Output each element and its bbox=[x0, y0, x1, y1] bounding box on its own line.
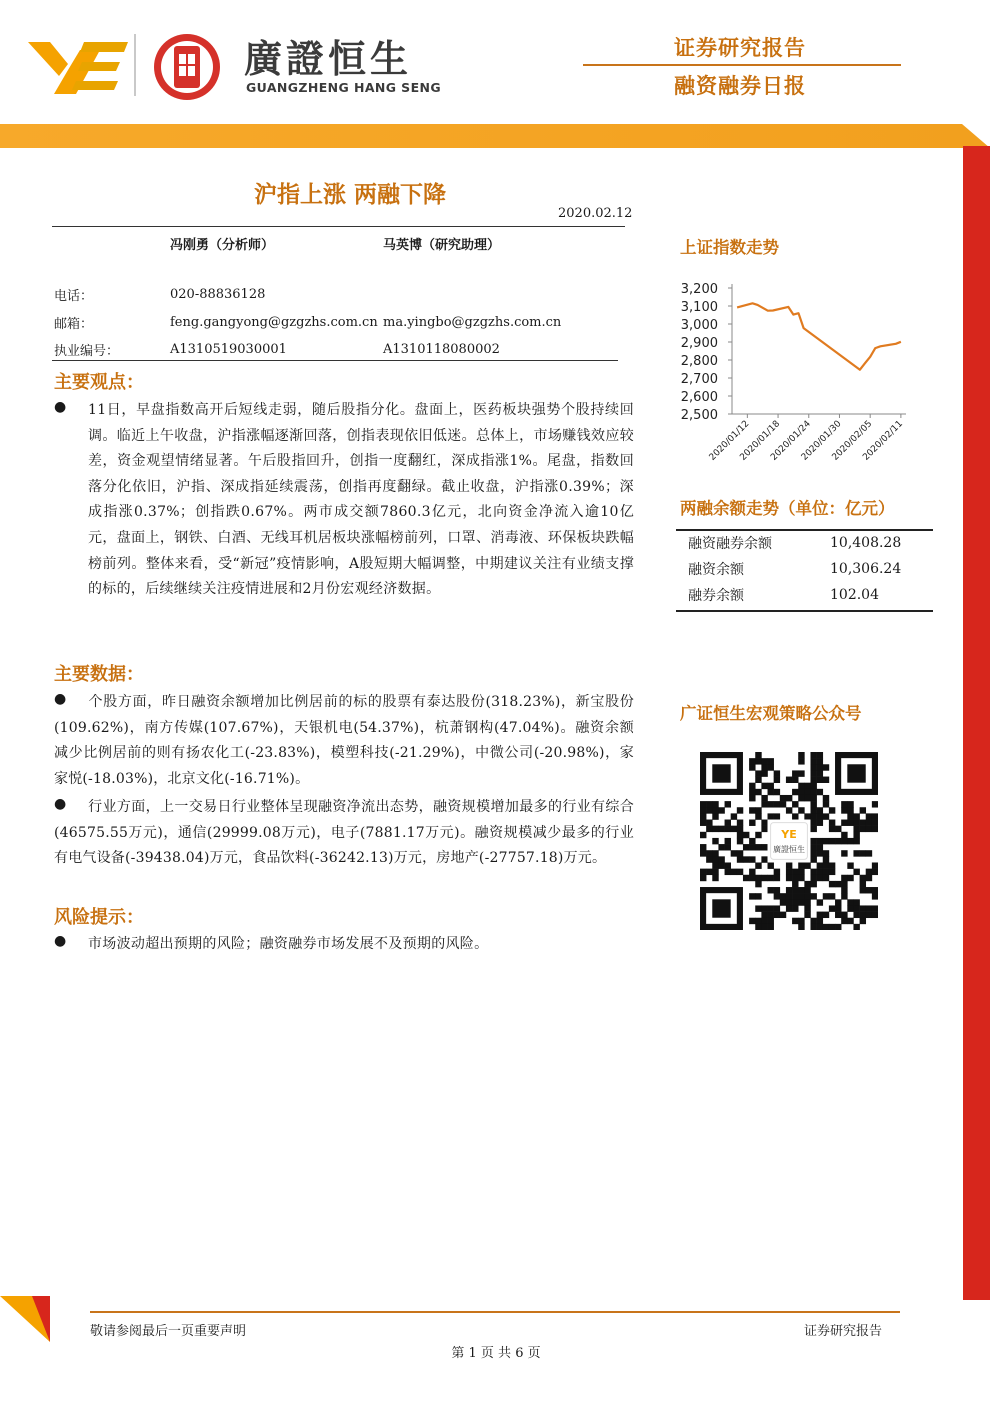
bullet-icon: ● bbox=[54, 399, 67, 415]
y-tick-label: 2,500 bbox=[680, 408, 718, 423]
contact-label-email: 邮箱： bbox=[54, 317, 94, 332]
footer-triangle-icon bbox=[0, 1296, 50, 1342]
balance-heading: 两融余额走势（单位：亿元） bbox=[680, 499, 895, 518]
section-heading-views: 主要观点： bbox=[54, 372, 144, 393]
table-row bbox=[676, 582, 933, 608]
hang-seng-seal-icon bbox=[152, 32, 222, 102]
x-tick-label: 2020/01/24 bbox=[769, 419, 813, 463]
y-tick-label: 2,700 bbox=[680, 372, 718, 387]
contact-phone: 020-88836128 bbox=[170, 287, 266, 302]
header-band bbox=[0, 124, 992, 148]
contact-label-phone: 电话： bbox=[54, 289, 94, 304]
license-assistant: A1310118080002 bbox=[383, 342, 500, 357]
page-title: 沪指上涨 两融下降 bbox=[253, 182, 446, 208]
table-row bbox=[676, 530, 933, 556]
contact-rule bbox=[52, 360, 618, 361]
x-tick-label: 2020/01/30 bbox=[799, 419, 844, 463]
y-tick-label: 2,800 bbox=[680, 354, 718, 369]
table-row bbox=[676, 556, 933, 582]
wechat-qr-code-icon[interactable] bbox=[700, 752, 878, 930]
footer-report-type: 证券研究报告 bbox=[804, 1324, 883, 1339]
header-rule bbox=[583, 64, 901, 66]
qr-badge-text: 廣證恒生 bbox=[773, 845, 805, 854]
company-logo-ye-icon bbox=[28, 36, 128, 94]
data-paragraph-stocks-text: 个股方面，昨日融资余额增加比例居前的标的股票有泰达股份(318.23%)，新宝股份(109.62%)，南方传媒(107.67%)，天银机电(54.37%)，杭萧钢构(47.04%)。融资余额减少比例居前的则有扬农化工(-23.83%)，模塑科技(-21.29%)，中微公司(-20.98%)，家家悦(-18.03%)，北京文化(-16.71%)。 bbox=[54, 694, 634, 787]
sse-index-chart bbox=[676, 276, 916, 476]
title-rule bbox=[52, 226, 625, 227]
company-name-cn: 廣證恒生 bbox=[244, 37, 413, 81]
x-tick-label: 2020/01/18 bbox=[738, 419, 783, 463]
qr-badge-logo-icon: YE bbox=[781, 828, 797, 841]
row-value: 102.04 bbox=[830, 587, 879, 603]
side-red-bar bbox=[963, 146, 990, 1300]
views-paragraph: 11日，早盘指数高开后短线走弱，随后股指分化。盘面上，医药板块强势个股持续回调。临近上午收盘，沪指涨幅逐渐回落，创指表现依旧低迷。总体上，市场赚钱效应较差，资金观望情绪显著。午后股指回升，创指一度翻红，深成指涨1%。尾盘，指数回落分化依旧，沪指、深成指延续震荡，创指再度翻绿。截止收盘，沪指涨0.39%；深成指涨0.37%；创指跌0.67%。两市成交额7860.3亿元，北向资金净流入逾10亿元，盘面上，钢铁、白酒、无线耳机居板块涨幅榜前列，口罩、消毒液、环保板块跌幅榜前列。整体来看，受“新冠”疫情影响，A股短期大幅调整，中期建议关注有业绩支撑的标的，后续继续关注疫情进展和2月份宏观经济数据。 bbox=[88, 402, 634, 598]
table-bottom-rule bbox=[676, 610, 933, 612]
bullet-icon: ● bbox=[54, 691, 67, 707]
author-assistant: 马英博（研究助理） bbox=[383, 238, 501, 253]
y-tick-label: 3,200 bbox=[680, 282, 718, 297]
logo-divider bbox=[134, 34, 136, 96]
page-number: 第 1 页 共 6 页 bbox=[451, 1346, 541, 1361]
company-name-en: GUANGZHENG HANG SENG bbox=[246, 80, 442, 95]
row-value: 10,306.24 bbox=[830, 561, 902, 577]
row-label: 融资融券余额 bbox=[688, 536, 772, 552]
y-tick-label: 3,000 bbox=[680, 318, 718, 333]
y-tick-label: 2,600 bbox=[680, 390, 718, 405]
report-date: 2020.02.12 bbox=[558, 206, 633, 221]
margin-balance-table bbox=[676, 530, 933, 608]
bullet-icon: ● bbox=[54, 796, 67, 812]
risk-paragraph: 市场波动超出预期的风险；融资融券市场发展不及预期的风险。 bbox=[88, 936, 489, 952]
y-tick-label: 3,100 bbox=[680, 300, 718, 315]
series-line bbox=[737, 303, 901, 369]
x-tick-label: 2020/02/05 bbox=[830, 419, 875, 463]
report-series: 融资融券日报 bbox=[674, 74, 806, 98]
data-paragraph-industry bbox=[54, 795, 634, 872]
row-value: 10,408.28 bbox=[830, 535, 902, 551]
x-tick-label: 2020/01/12 bbox=[707, 419, 752, 463]
footer-disclaimer-note: 敬请参阅最后一页重要声明 bbox=[90, 1324, 247, 1339]
row-label: 融券余额 bbox=[688, 588, 744, 604]
wechat-heading: 广证恒生宏观策略公众号 bbox=[680, 704, 862, 723]
author-analyst: 冯刚勇（分析师） bbox=[170, 238, 275, 253]
x-tick-label: 2020/02/11 bbox=[861, 419, 906, 463]
license-analyst: A1310519030001 bbox=[170, 342, 287, 357]
section-heading-risk: 风险提示： bbox=[54, 907, 144, 928]
contact-email-assistant[interactable]: ma.yingbo@gzgzhs.com.cn bbox=[383, 315, 562, 330]
footer-rule bbox=[90, 1311, 900, 1313]
section-heading-data: 主要数据： bbox=[54, 664, 144, 685]
contact-label-license: 执业编号： bbox=[54, 344, 120, 359]
row-label: 融资余额 bbox=[688, 562, 744, 578]
bullet-icon: ● bbox=[54, 933, 67, 949]
contact-email-analyst[interactable]: feng.gangyong@gzgzhs.com.cn bbox=[170, 315, 378, 330]
y-tick-label: 2,900 bbox=[680, 336, 718, 351]
data-paragraph-stocks bbox=[54, 690, 634, 792]
chart-heading: 上证指数走势 bbox=[680, 238, 779, 257]
data-paragraph-industry-text: 行业方面，上一交易日行业整体呈现融资净流出态势，融资规模增加最多的行业有综合(46575.55万元)，通信(29999.08万元)，电子(7881.17万元)。融资规模减少最多的行业有电气设备(-39438.04)万元，食品饮料(-36242.13)万元，房地产(-27757.18)万元。 bbox=[54, 799, 634, 867]
report-type: 证券研究报告 bbox=[674, 36, 806, 60]
